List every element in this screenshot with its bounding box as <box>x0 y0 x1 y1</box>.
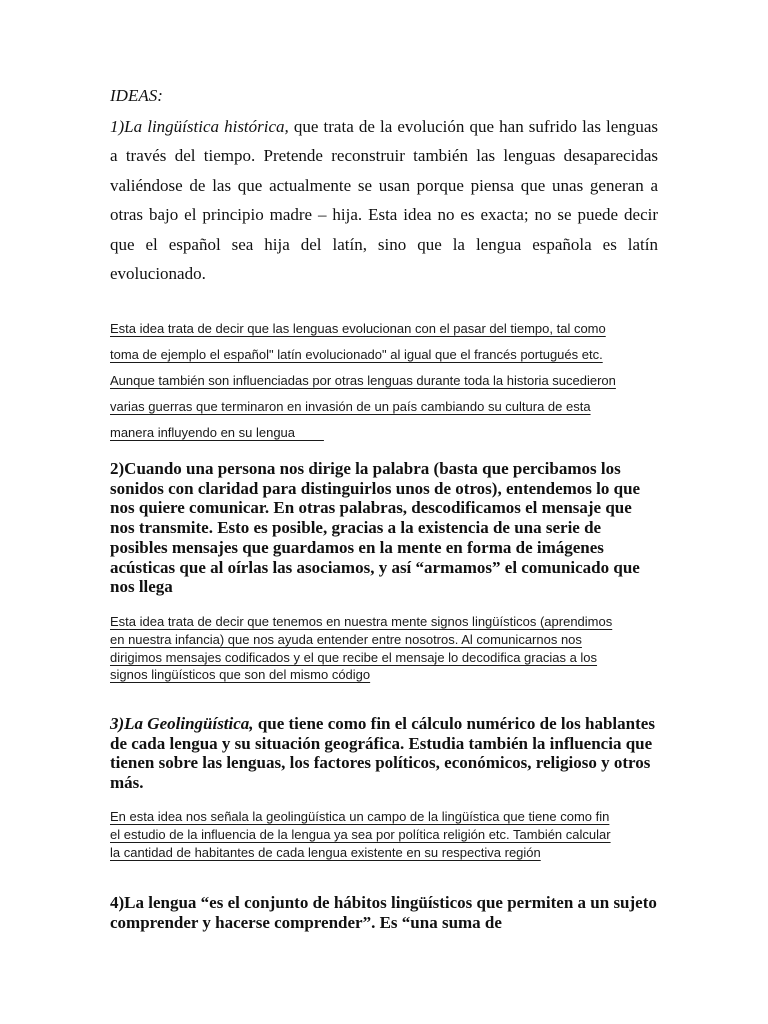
note-line: Aunque también son influenciadas por otras lenguas durante toda la historia sucedieron <box>110 373 616 388</box>
note-line: en nuestra infancia) que nos ayuda entender entre nosotros. Al comunicarnos nos <box>110 631 582 647</box>
idea-1-note <box>110 316 616 446</box>
idea-1-text: que trata de la evolución que han sufrido las lenguas a través del tiempo. Pretende reconstruir también las lenguas desaparecidas valiéndose de las que actualmente se usan porque piensa que unas generan a otras bajo el principio madre – hija. Esta idea no es exacta; no se puede decir que el español sea hija del latín, sino que la lengua española es latín evolucionado. <box>110 117 658 284</box>
idea-4-paragraph: 4)La lengua “es el conjunto de hábitos lingüísticos que permiten a un sujeto comprender y hacerse comprender”. Es “una suma de <box>110 893 657 932</box>
note-line: Esta idea trata de decir que tenemos en nuestra mente signos lingüísticos (aprendimos <box>110 614 613 629</box>
idea-2-note <box>110 613 612 684</box>
note-line: dirigimos mensajes codificados y el que recibe el mensaje lo decodifica gracias a los <box>110 649 598 665</box>
note-line: el estudio de la influencia de la lengua ya sea por política religión etc. También calcular <box>110 826 611 842</box>
note-line: signos lingüísticos que son del mismo código <box>110 667 371 683</box>
note-line: toma de ejemplo el español" latín evolucionado" al igual que el francés portugués etc. <box>110 347 603 362</box>
idea-3-paragraph <box>110 714 658 793</box>
note-line: varias guerras que terminaron en invasión de un país cambiando su cultura de esta <box>110 399 591 414</box>
ideas-heading: IDEAS: <box>110 86 163 105</box>
note-line: la cantidad de habitantes de cada lengua existente en su respectiva región <box>110 844 541 860</box>
idea-3-lead: 3)La Geolingüística, <box>110 714 254 733</box>
note-line: En esta idea nos señala la geolingüística un campo de la lingüística que tiene como fin <box>110 809 610 824</box>
idea-1-paragraph <box>110 112 658 288</box>
idea-2-paragraph: 2)Cuando una persona nos dirige la palabra (basta que percibamos los sonidos con claridad para distinguirlos unos de otros), entendemos lo que nos quiere comunicar. En otras palabras, descodificamos el mensaje que nos transmite. Esto es posible, gracias a la existencia de una serie de posibles mensajes que guardamos en la mente en forma de imágenes acústicas que al oírlas las asociamos, y así “armamos” el comunicado que nos llega <box>110 459 641 597</box>
note-line: Esta idea trata de decir que las lenguas evolucionan con el pasar del tiempo, tal como <box>110 321 606 336</box>
idea-3-note <box>110 808 611 861</box>
note-line: manera influyendo en su lengua <box>110 425 324 440</box>
idea-3-text: que tiene como fin el cálculo numérico de los hablantes de cada lengua y su situación geográfica. Estudia también la influencia que tienen sobre las lenguas, los factores políticos, económicos, religioso y otros más. <box>110 714 655 793</box>
idea-1-lead: 1)La lingüística histórica, <box>110 117 289 136</box>
